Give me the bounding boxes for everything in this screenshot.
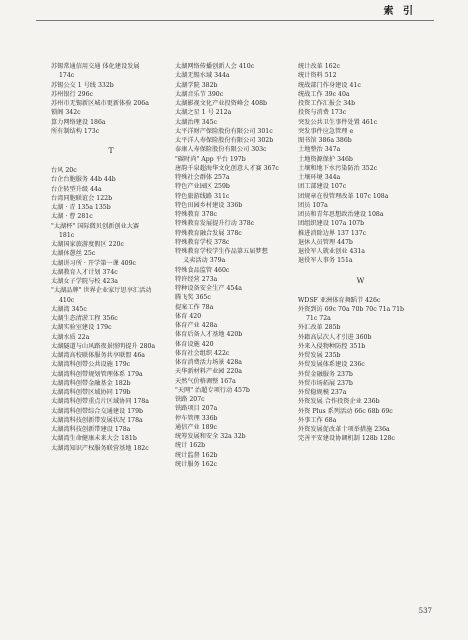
- index-entry: 完善平安建设协调机制 128b 128c: [298, 435, 395, 443]
- index-entry: "天网" 治超专项行动 457b: [175, 386, 250, 394]
- index-entry: 图书馆 386a 386b: [298, 137, 352, 144]
- index-entry: 太湖学院 382b: [175, 81, 218, 89]
- index-entry: 投资工作汇报会 34b: [298, 100, 356, 107]
- index-entry: 提案工作 78a: [175, 303, 214, 311]
- index-entry: 外籍高层次人才引进 360b: [298, 333, 372, 341]
- index-entry: 退休人员管理 447b: [298, 238, 353, 246]
- index-entry: 太湖隧道与山风路夜景照明提升 280a: [51, 342, 156, 350]
- section-letter-heading: W: [356, 275, 365, 285]
- index-entry: 外贸发展 235b: [298, 352, 341, 359]
- index-entry: 苏锡公交 1 号线 332b: [51, 81, 114, 89]
- index-entry: 太湖实验室建设 179c: [51, 324, 112, 332]
- index-entry: 太湖湾 345c: [51, 305, 87, 313]
- index-entry: 特殊教育学校 378c: [175, 238, 230, 246]
- index-entry: 统战工作 39c 40a: [298, 90, 350, 98]
- index-entry: 太湖治理 345c: [175, 118, 217, 126]
- index-entry: 太湖教育人才计划 374c: [51, 268, 118, 276]
- index-entry: 退役军人就业创业 431a: [298, 248, 365, 255]
- index-entry: 体育社会组织 422c: [175, 349, 230, 357]
- index-entry: 投资与消费 173c: [298, 109, 347, 117]
- index-entry: 太湖湾科创带公共设施 179c: [51, 361, 131, 369]
- index-entry: 特种设备安全生产 454a: [175, 285, 242, 292]
- index-entry: 泰康人寿保险股份有限公司 303c: [175, 146, 267, 154]
- index-entry: 外资发展促改革十项举措施 236a: [298, 426, 390, 433]
- index-entry: 团组织建设 107a 107b: [298, 220, 365, 228]
- index-entry: 174c: [59, 72, 75, 80]
- index-entry: 土地资源保护 346b: [298, 155, 353, 163]
- index-entry: 太湖讲习所 · 开学第一课 409c: [51, 259, 137, 267]
- index-entry: 特色旅游线路 311c: [175, 192, 230, 200]
- index-entry: 体育设施 420: [175, 340, 214, 348]
- index-entry: 特许经营 273a: [175, 275, 218, 283]
- index-entry: 外汇改革 285b: [298, 324, 341, 332]
- index-entry: 太湖之星 1 号 212a: [175, 109, 232, 117]
- index-entry: 天然气价格调整 167a: [175, 377, 236, 385]
- index-entry: 特殊教育学校学生作品第五届梦想: [175, 248, 268, 255]
- index-entry: 太湖湾科创带重点片区域协同 178a: [51, 398, 149, 406]
- index-entry: 突发公共卫生事件处置 461c: [298, 118, 378, 126]
- index-entry: 体育后备人才基地 420b: [175, 331, 243, 339]
- index-entry: 突发事件应急管理 e: [298, 127, 354, 135]
- index-entry: 外来入侵物种防控 351b: [298, 342, 366, 350]
- index-entry: 太湖影视文化产业投资峰会 408b: [175, 100, 267, 107]
- index-entry: 台企台胞服务 44b 44b: [51, 176, 116, 184]
- index-entry: 特殊教育融合发展 378c: [175, 229, 242, 237]
- index-entry: 外贸金融服务 237b: [298, 370, 353, 378]
- index-entry: 团规章在役管理改革 107c 108a: [298, 192, 389, 200]
- index-entry: 外资 Plus 系列活动 66c 68b 69c: [298, 407, 393, 415]
- index-entry: 台风 20c: [51, 167, 77, 174]
- index-entry: 太湖湾科技创新带发展状况 178a: [51, 416, 143, 424]
- index-entry: 体育消费活力场景 428a: [175, 359, 242, 366]
- index-entry: 算力网络建设 186a: [51, 118, 106, 126]
- index-entry: 太湖湾生命健康未来大会 181b: [51, 435, 137, 443]
- index-entry: 统计服务 162c: [175, 460, 217, 468]
- index-entry: 外资到访 69c 70a 70b 70c 71a 71b: [298, 305, 405, 313]
- index-entry: 特殊教育 378c: [175, 211, 217, 218]
- index-entry: 外贸市场拓展 237b: [298, 379, 353, 387]
- index-entry: 外贸发展体系建设 236c: [298, 361, 365, 369]
- index-entry: 体育 420: [175, 312, 202, 320]
- index-entry: 团工部建设 107c: [298, 183, 347, 191]
- index-entry: 天华新材料产业园 220a: [175, 368, 242, 376]
- index-entry: 太湖湾科技创新带建设 178a: [51, 426, 131, 433]
- page-number: 537: [418, 607, 432, 615]
- index-entry: 410c: [59, 296, 75, 304]
- index-entry: 太湖国家旅游度假区 220c: [51, 241, 124, 248]
- index-entry: WDSF 亚洲体育舞蹈节 426c: [298, 296, 381, 304]
- index-entry: 特殊食品监管 460c: [175, 266, 230, 274]
- section-letter-heading: T: [108, 146, 114, 155]
- index-entry: 统计资料 512: [298, 72, 337, 80]
- index-column-3: [298, 62, 423, 444]
- index-entry: 苏锡常通信用交通 体化建设发展: [51, 63, 140, 70]
- index-entry: 太湖无锡水域 344a: [175, 72, 230, 80]
- index-entry: 统计监督 162b: [175, 451, 218, 459]
- index-entry: 锁阁 342c: [51, 109, 81, 117]
- index-entry: 外贸稳规模 237a: [298, 389, 347, 396]
- header-rule: [36, 16, 434, 21]
- index-entry: 太平洋财产保险股份有限公司 301c: [175, 127, 273, 135]
- index-entry: 义卖活动 379a: [183, 257, 226, 265]
- index-entry: 太湖湾科创带金融基金 182b: [51, 379, 131, 387]
- index-entry: 太湖生态清淤工程 356c: [51, 315, 118, 322]
- index-entry: 停车管理 336b: [175, 414, 218, 422]
- index-entry: 太湖网络传播创新人会 410c: [175, 63, 255, 70]
- index-entry: 太湖 · 曹 281c: [51, 213, 93, 221]
- index-entry: 特色田园乡村建设 336b: [175, 201, 243, 209]
- index-entry: 太湖湾高校联体服务共享联盟 46a: [51, 352, 145, 359]
- index-entry: 统筹发展和安全 32a 32b: [175, 433, 246, 440]
- index-entry: 太湖 · 青 135a 135b: [51, 204, 111, 211]
- index-entry: 太湖湾科创带规划管理体系 179a: [51, 370, 143, 378]
- index-column-1: [51, 62, 171, 453]
- index-entry: 特殊社会群体 257a: [175, 174, 230, 181]
- index-entry: 统计 162b: [175, 442, 206, 450]
- index-entry: "太湖杯" 国际微贝创新创业大赛: [51, 222, 140, 230]
- index-entry: 台企转型升级 44a: [51, 185, 102, 193]
- index-entry: 退役军人事务 151a: [298, 257, 353, 265]
- index-entry: 特色产业园区 259b: [175, 183, 230, 191]
- index-entry: 太湖湾知识产权服务联营基地 182c: [51, 444, 149, 452]
- index-entry: 体育产业 428a: [175, 322, 218, 329]
- index-entry: 181c: [59, 231, 75, 239]
- index-entry: 土地整治 347a: [298, 146, 341, 154]
- index-entry: 所有制结构 173c: [51, 127, 100, 135]
- index-entry: 太湖水质 22a: [51, 333, 90, 341]
- index-entry: 太湖音乐节 390c: [175, 90, 224, 98]
- index-entry: "太湖品牌" 世界企业家厅思享汇活动: [51, 287, 152, 295]
- index-entry: 通信产业 189c: [175, 423, 217, 431]
- index-entry: 外资发展 合作投资企业 236b: [298, 398, 380, 406]
- index-entry: 太湖湾科创带综合交通建设 179b: [51, 407, 143, 415]
- index-entry: 71c 72a: [306, 315, 331, 322]
- index-entry: 统战部门作身建设 41c: [298, 81, 361, 89]
- index-entry: 苏州市无锡新区城市更新体验 206a: [51, 100, 149, 107]
- index-entry: 铁路项目 207a: [175, 405, 218, 413]
- index-entry: 太湖女子学院与校 423a: [51, 278, 118, 285]
- index-entry: 腾飞奖 365c: [175, 294, 211, 302]
- index-entry: 太平洋人寿保险股份有限公司 302b: [175, 137, 274, 144]
- index-entry: 团员和青年思想政治建设 108a: [298, 211, 384, 218]
- index-entry: 土壤环境 344a: [298, 174, 341, 181]
- index-entry: 团员 107a: [298, 201, 328, 209]
- index-entry: 土壤和地下水污染防治 352c: [298, 164, 378, 172]
- index-entry: 太湖湾科创带区域协同 179b: [51, 389, 131, 396]
- index-entry: 铁路 207c: [175, 396, 205, 403]
- index-entry: 推进消除边界 137 137c: [298, 229, 367, 237]
- index-entry: 台湾同胞联谊会 122b: [51, 194, 113, 202]
- page-header-title: 索 引: [383, 6, 416, 17]
- index-entry: 统计改革 162c: [298, 63, 340, 70]
- index-column-2: [175, 62, 295, 469]
- index-entry: 太湖休憩丝 25c: [51, 250, 96, 258]
- index-entry: 苏州银行 296c: [51, 90, 93, 98]
- index-entry: "碳时尚" App 平台 197b: [175, 155, 246, 163]
- index-entry: 特殊教育发展提升行动 378c: [175, 220, 255, 228]
- index-entry: 外事工作 68a: [298, 416, 337, 424]
- index-entry: 唐韵千泉超海华文化创意人才赛 367c: [175, 164, 279, 172]
